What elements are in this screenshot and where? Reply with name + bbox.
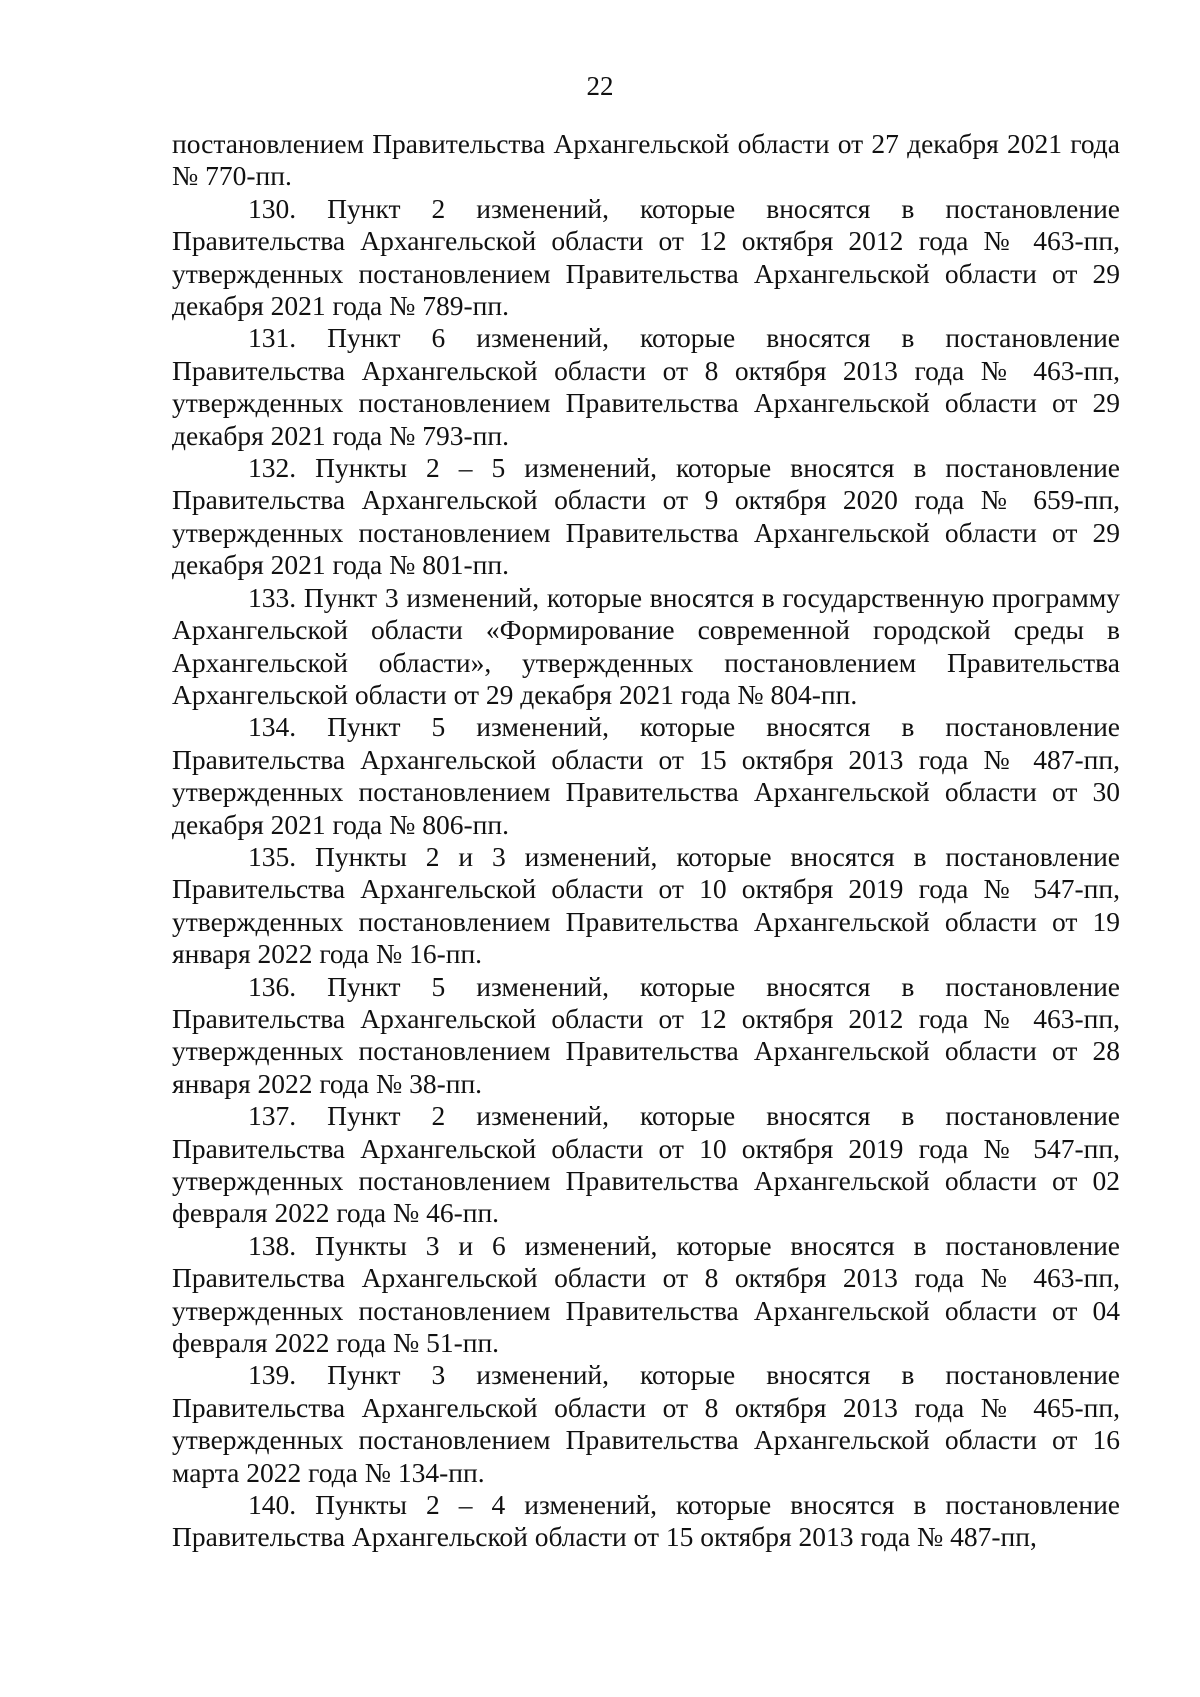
paragraph-item-130: 130. Пункт 2 изменений, которые вносятся в постановление Правительства Архангельской области от 12 октября 2012 года № 463-пп, утвержденных постановлением Правительства Архангельской области от 29 декабря 2021 года № 789-пп. xyxy=(172,192,1120,322)
page-number: 22 xyxy=(586,71,614,101)
paragraph-item-132: 132. Пункты 2 – 5 изменений, которые вносятся в постановление Правительства Архангельской области от 9 октября 2020 года № 659-пп, утвержденных постановлением Правительства Архангельской области от 29 декабря 2021 года № 801-пп. xyxy=(172,452,1120,581)
paragraph-item-139: 139. Пункт 3 изменений, которые вносятся в постановление Правительства Архангельской области от 8 октября 2013 года № 465-пп, утвержденных постановлением Правительства Архангельской области от 16 марта 2022 года № 134-пп. xyxy=(172,1359,1120,1488)
paragraph-item-131: 131. Пункт 6 изменений, которые вносятся в постановление Правительства Архангельской области от 8 октября 2013 года № 463-пп, утвержденных постановлением Правительства Архангельской области от 29 декабря 2021 года № 793-пп. xyxy=(172,322,1120,451)
paragraph-item-138: 138. Пункты 3 и 6 изменений, которые вносятся в постановление Правительства Архангельской области от 8 октября 2013 года № 463-пп, утвержденных постановлением Правительства Архангельской области от 04 февраля 2022 года № 51-пп. xyxy=(172,1229,1120,1359)
paragraph-item-140: 140. Пункты 2 – 4 изменений, которые вносятся в постановление Правительства Архангельской области от 15 октября 2013 года № 487-пп, xyxy=(172,1489,1120,1553)
paragraph-item-134: 134. Пункт 5 изменений, которые вносятся в постановление Правительства Архангельской области от 15 октября 2013 года № 487-пп, утвержденных постановлением Правительства Архангельской области от 30 декабря 2021 года № 806-пп. xyxy=(172,711,1120,840)
paragraph-continuation: постановлением Правительства Архангельской области от 27 декабря 2021 года № 770-пп. xyxy=(172,128,1120,192)
document-body xyxy=(172,128,1120,1554)
paragraph-item-137: 137. Пункт 2 изменений, которые вносятся в постановление Правительства Архангельской области от 10 октября 2019 года № 547-пп, утвержденных постановлением Правительства Архангельской области от 02 февраля 2022 года № 46-пп. xyxy=(172,1100,1120,1229)
paragraph-item-133: 133. Пункт 3 изменений, которые вносятся в государственную программу Архангельской области «Формирование современной городской среды в Архангельской области», утвержденных постановлением Правительства Архангельской области от 29 декабря 2021 года № 804-пп. xyxy=(172,581,1120,710)
paragraph-item-136: 136. Пункт 5 изменений, которые вносятся в постановление Правительства Архангельской области от 12 октября 2012 года № 463-пп, утвержденных постановлением Правительства Архангельской области от 28 января 2022 года № 38-пп. xyxy=(172,970,1120,1099)
paragraph-item-135: 135. Пункты 2 и 3 изменений, которые вносятся в постановление Правительства Архангельской области от 10 октября 2019 года № 547-пп, утвержденных постановлением Правительства Архангельской области от 19 января 2022 года № 16-пп. xyxy=(172,840,1120,970)
